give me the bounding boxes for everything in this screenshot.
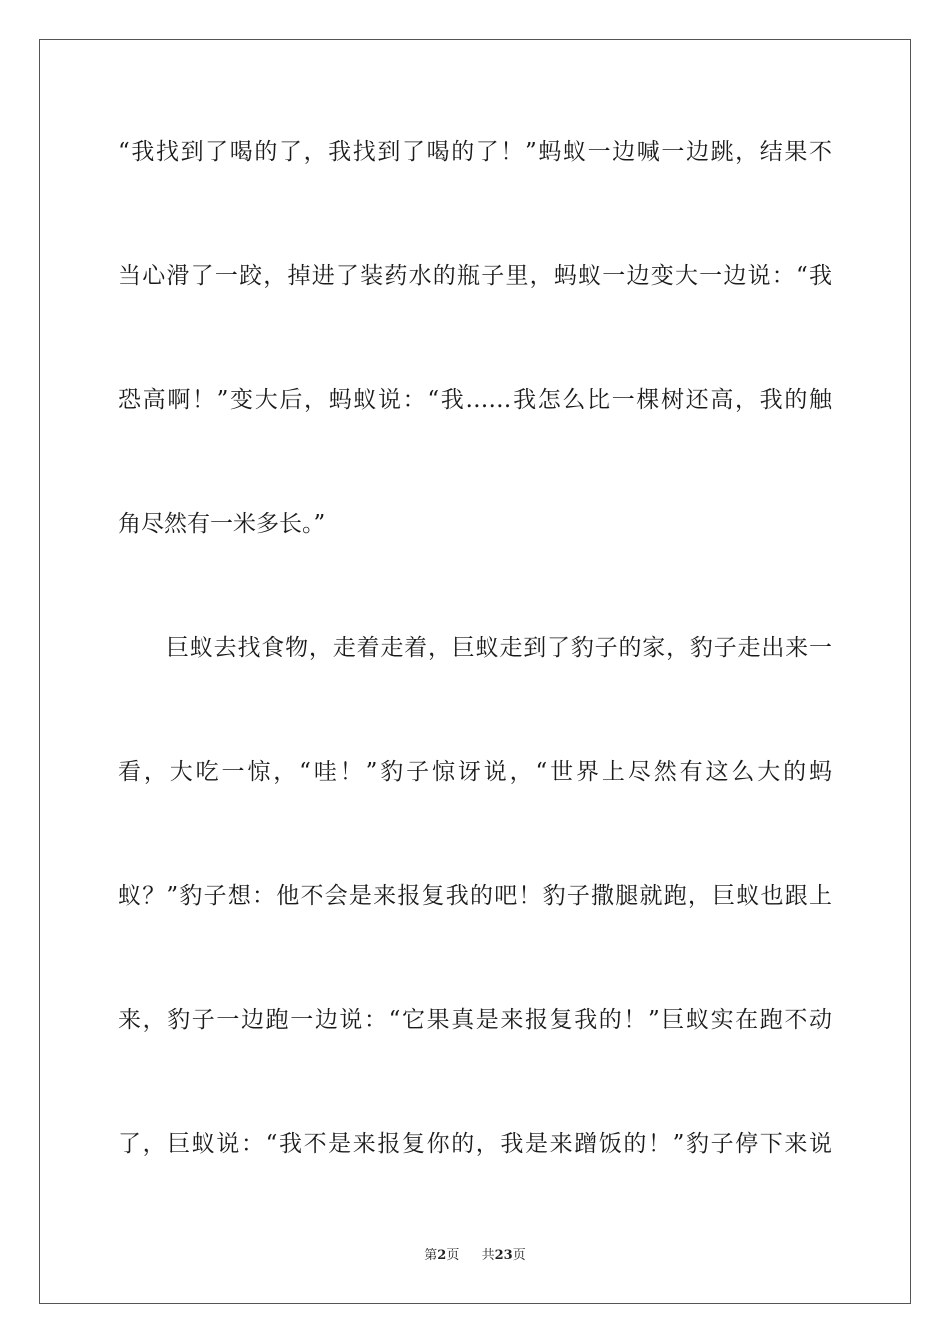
text-line-4: 角尽然有一米多长。” <box>118 511 326 537</box>
page-prefix: 第 <box>424 1248 438 1263</box>
text-line-3: 恐高啊！”变大后，蚂蚁说：“我……我怎么比一棵树还高，我的触 <box>118 387 832 413</box>
text-line-7: 蚁？”豹子想：他不会是来报复我的吧！豹子撒腿就跑，巨蚁也跟上 <box>118 883 832 909</box>
total-prefix: 共 <box>481 1248 495 1263</box>
text-line-9: 了，巨蚁说：“我不是来报复你的，我是来蹭饭的！”豹子停下来说 <box>118 1131 832 1157</box>
page-suffix: 页 <box>446 1248 460 1263</box>
text-line-2: 当心滑了一跤，掉进了装药水的瓶子里，蚂蚁一边变大一边说：“我 <box>118 263 832 289</box>
text-line-5: 巨蚁去找食物，走着走着，巨蚁走到了豹子的家，豹子走出来一 <box>166 635 832 661</box>
page-footer <box>0 1248 950 1264</box>
text-line-1: “我找到了喝的了，我找到了喝的了！”蚂蚁一边喊一边跳，结果不 <box>118 139 832 165</box>
page-number: 2 <box>437 1248 447 1263</box>
total-pages: 23 <box>494 1248 513 1263</box>
page-border <box>39 39 911 1304</box>
total-suffix: 页 <box>512 1248 526 1263</box>
text-line-6: 看，大吃一惊，“哇！”豹子惊讶说，“世界上尽然有这么大的蚂 <box>118 759 832 785</box>
text-line-8: 来，豹子一边跑一边说：“它果真是来报复我的！”巨蚁实在跑不动 <box>118 1007 832 1033</box>
